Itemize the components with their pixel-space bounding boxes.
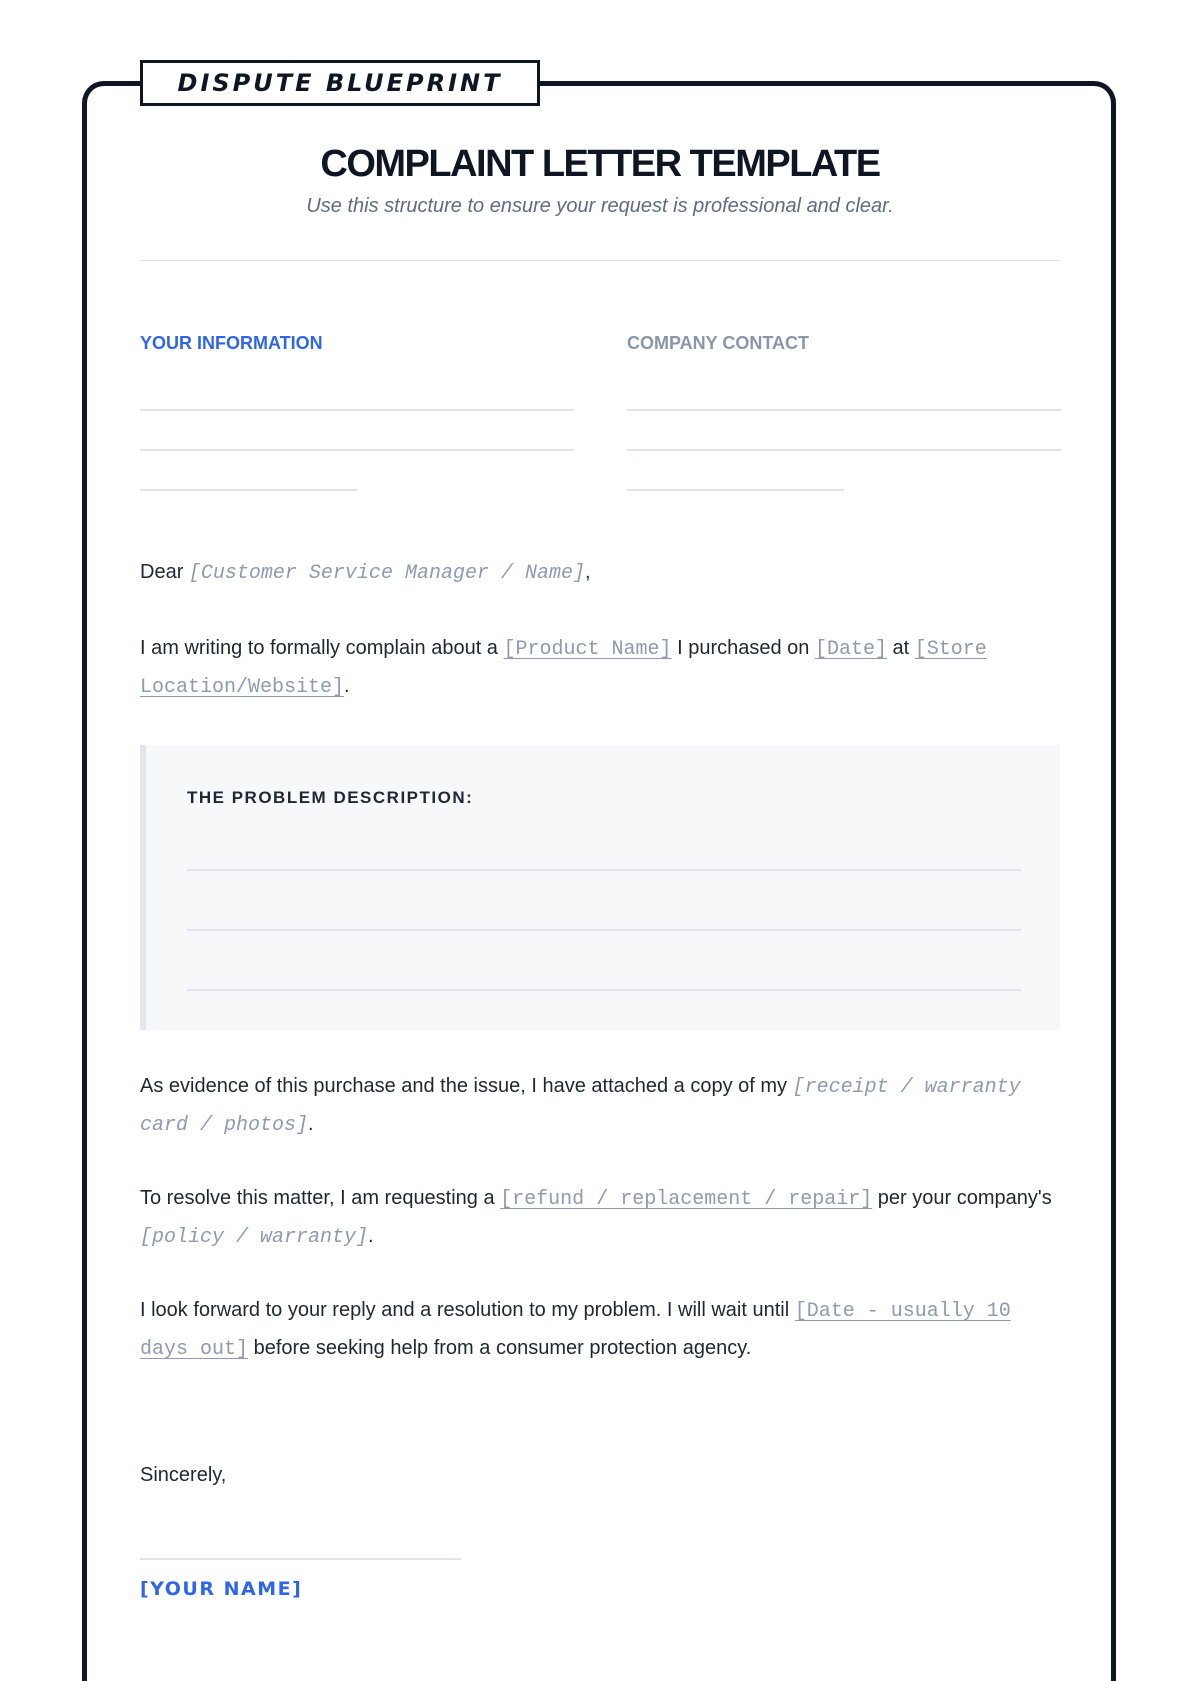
greeting-text: Dear xyxy=(140,561,189,583)
dispute-blueprint-badge: DISPUTE BLUEPRINT xyxy=(140,60,540,106)
resolution-text-1: To resolve this matter, I am requesting a xyxy=(140,1187,501,1209)
page-title: COMPLAINT LETTER TEMPLATE xyxy=(320,143,880,185)
purchase-text-1: I am writing to formally complain about a xyxy=(140,637,504,659)
evidence-text-2: . xyxy=(308,1113,314,1135)
purchase-date-placeholder[interactable]: [Date] xyxy=(814,638,887,661)
header-divider xyxy=(140,260,1060,261)
evidence-paragraph xyxy=(140,1068,1060,1144)
problem-line-3[interactable] xyxy=(187,989,1021,991)
evidence-text-1: As evidence of this purchase and the issue, I have attached a copy of my xyxy=(140,1075,793,1097)
your-info-line-1[interactable] xyxy=(140,409,574,411)
store-location-placeholder[interactable]: [Store Location/Website] xyxy=(140,638,987,699)
signature-name[interactable]: [YOUR NAME] xyxy=(140,1578,303,1600)
product-name-placeholder[interactable]: [Product Name] xyxy=(503,638,672,661)
resolution-text-2: per your company's xyxy=(872,1187,1052,1209)
your-information-heading: YOUR INFORMATION xyxy=(140,333,323,353)
problem-line-1[interactable] xyxy=(187,869,1021,871)
company-contact-line-1[interactable] xyxy=(627,409,1061,411)
company-contact-heading: COMPANY CONTACT xyxy=(627,333,809,353)
resolution-paragraph xyxy=(140,1180,1060,1256)
recipient-placeholder[interactable]: [Customer Service Manager / Name] xyxy=(188,562,585,585)
greeting-comma: , xyxy=(584,561,591,583)
purchase-text-2: I purchased on xyxy=(671,637,815,659)
resolution-text-3: . xyxy=(368,1225,374,1247)
company-contact-line-3[interactable] xyxy=(627,489,844,491)
problem-line-2[interactable] xyxy=(187,929,1021,931)
remedy-placeholder[interactable]: [refund / replacement / repair] xyxy=(500,1188,873,1211)
policy-placeholder[interactable]: [policy / warranty] xyxy=(140,1226,369,1249)
your-info-line-3[interactable] xyxy=(140,489,357,491)
purchase-text-4: . xyxy=(344,675,350,697)
deadline-paragraph xyxy=(140,1292,1060,1368)
signature-line[interactable] xyxy=(140,1558,461,1560)
problem-description-title: THE PROBLEM DESCRIPTION: xyxy=(187,788,474,807)
company-contact-line-2[interactable] xyxy=(627,449,1061,451)
your-info-line-2[interactable] xyxy=(140,449,574,451)
greeting xyxy=(140,554,1060,592)
deadline-text-1: I look forward to your reply and a resolution to my problem. I will wait until xyxy=(140,1299,795,1321)
purchase-paragraph xyxy=(140,630,1060,706)
page-subtitle: Use this structure to ensure your request is professional and clear. xyxy=(306,195,894,217)
deadline-date-placeholder[interactable]: [Date - usually 10 days out] xyxy=(140,1300,1011,1361)
purchase-text-3: at xyxy=(886,637,915,659)
evidence-placeholder[interactable]: [receipt / warranty card / photos] xyxy=(140,1076,1021,1137)
deadline-text-2: before seeking help from a consumer protection agency. xyxy=(248,1337,752,1359)
closing: Sincerely, xyxy=(140,1464,227,1486)
